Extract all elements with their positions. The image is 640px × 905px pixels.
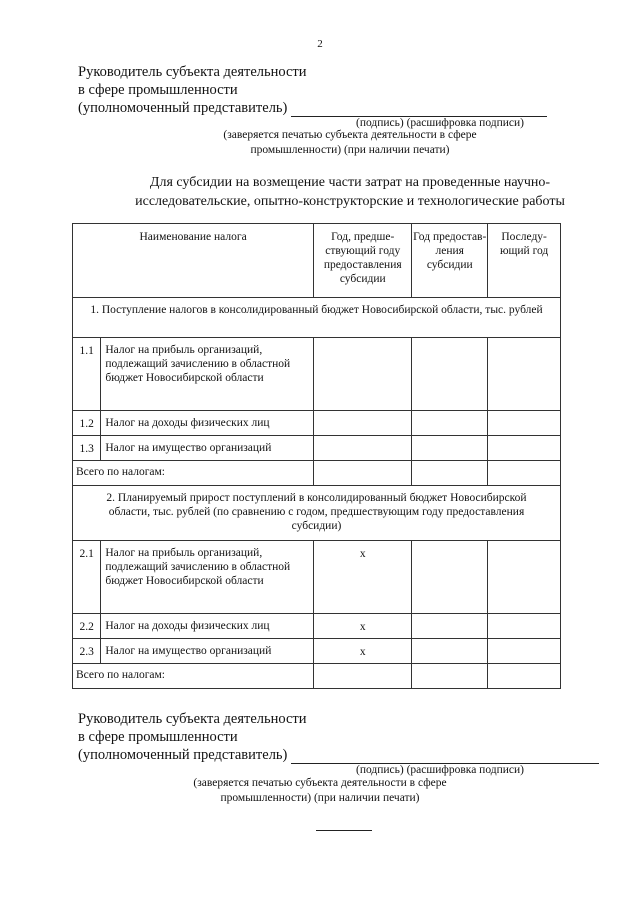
cell-next-year (488, 436, 561, 461)
page-number: 2 (317, 38, 323, 50)
row-tax-name: Налог на доходы физических лиц (101, 411, 314, 436)
cell-next-year (488, 541, 561, 614)
row-number: 1.1 (73, 338, 101, 411)
total-label: Всего по налогам: (73, 461, 314, 486)
header-prev-year: Год, предше-ствующий году предоставления субсидии (314, 224, 412, 298)
cell-prev-year (314, 411, 412, 436)
cell-next-year (488, 639, 561, 664)
header-next-year: Последу-ющий год (488, 224, 561, 298)
row-tax-name: Налог на прибыль организаций, подлежащий зачислению в областной бюджет Новосибирской области (101, 541, 314, 614)
cell-next-year (488, 411, 561, 436)
row-number: 1.3 (73, 436, 101, 461)
cell-next-year (488, 461, 561, 486)
section-heading-line-2: исследовательские, опытно-конструкторские и технологические работы (135, 194, 565, 209)
seal-caption-line-1: (заверяется печатью субъекта деятельности в сфере (223, 129, 477, 141)
cell-prev-year (314, 338, 412, 411)
signature-title-line-3-text: (уполномоченный представитель) (78, 100, 288, 116)
total-row (73, 461, 561, 486)
signature-title-line-1: Руководитель субъекта деятельности (78, 64, 307, 80)
section-1-title: 1. Поступление налогов в консолидированный бюджет Новосибирской области, тыс. рублей (73, 298, 561, 338)
cell-grant-year (412, 541, 488, 614)
cell-grant-year (412, 664, 488, 689)
seal-caption-line-2: промышленности) (при наличии печати) (220, 792, 420, 804)
seal-caption-line-1: (заверяется печатью субъекта деятельности в сфере (193, 777, 447, 789)
cell-next-year (488, 338, 561, 411)
signature-title-line-3-text: (уполномоченный представитель) (78, 747, 288, 763)
signature-title-line-3 (78, 746, 599, 764)
signature-blank-line (291, 102, 547, 117)
signature-caption-sign: (подпись) (расшифровка подписи) (355, 117, 524, 129)
signature-block-bottom (78, 710, 599, 764)
row-tax-name: Налог на прибыль организаций, подлежащий зачислению в областной бюджет Новосибирской области (101, 338, 314, 411)
section-heading-line-1: Для субсидии на возмещение части затрат на проведенные научно- (149, 175, 551, 190)
table-row (73, 338, 561, 411)
table-row (73, 411, 561, 436)
row-tax-name: Налог на имущество организаций (101, 436, 314, 461)
cell-prev-year (314, 461, 412, 486)
cell-prev-year: х (314, 614, 412, 639)
cell-grant-year (412, 639, 488, 664)
cell-prev-year (314, 664, 412, 689)
cell-next-year (488, 664, 561, 689)
cell-prev-year (314, 436, 412, 461)
section-heading (70, 173, 630, 211)
cell-grant-year (412, 461, 488, 486)
signature-title-line-2: в сфере промышленности (78, 82, 238, 98)
cell-grant-year (412, 338, 488, 411)
table-row (73, 436, 561, 461)
cell-prev-year: х (314, 541, 412, 614)
row-number: 2.1 (73, 541, 101, 614)
end-of-page-divider (316, 830, 372, 831)
signature-block-top (78, 63, 547, 117)
signature-caption-sign: (подпись) (расшифровка подписи) (355, 764, 524, 776)
section-2-title: 2. Планируемый прирост поступлений в консолидированный бюджет Новосибирской области, тыс. рублей (по сравнению с годом, предшествующим году предоставления субсидии) (73, 486, 561, 541)
header-tax-name: Наименование налога (73, 224, 314, 298)
row-number: 2.3 (73, 639, 101, 664)
table-header-row (73, 224, 561, 298)
signature-blank-line (291, 749, 599, 764)
cell-next-year (488, 614, 561, 639)
section-2-header-row (73, 486, 561, 541)
table-row (73, 614, 561, 639)
section-1-header-row (73, 298, 561, 338)
tax-table (72, 223, 561, 689)
row-number: 1.2 (73, 411, 101, 436)
table-row (73, 541, 561, 614)
row-tax-name: Налог на имущество организаций (101, 639, 314, 664)
seal-caption-line-2: промышленности) (при наличии печати) (250, 144, 450, 156)
total-label: Всего по налогам: (73, 664, 314, 689)
signature-title-line-1: Руководитель субъекта деятельности (78, 711, 307, 727)
row-tax-name: Налог на доходы физических лиц (101, 614, 314, 639)
cell-prev-year: х (314, 639, 412, 664)
row-number: 2.2 (73, 614, 101, 639)
cell-grant-year (412, 411, 488, 436)
signature-title-line-3 (78, 99, 547, 117)
header-grant-year: Год предостав-ления субсидии (412, 224, 488, 298)
signature-title-line-2: в сфере промышленности (78, 729, 238, 745)
cell-grant-year (412, 614, 488, 639)
cell-grant-year (412, 436, 488, 461)
table-row (73, 639, 561, 664)
total-row (73, 664, 561, 689)
